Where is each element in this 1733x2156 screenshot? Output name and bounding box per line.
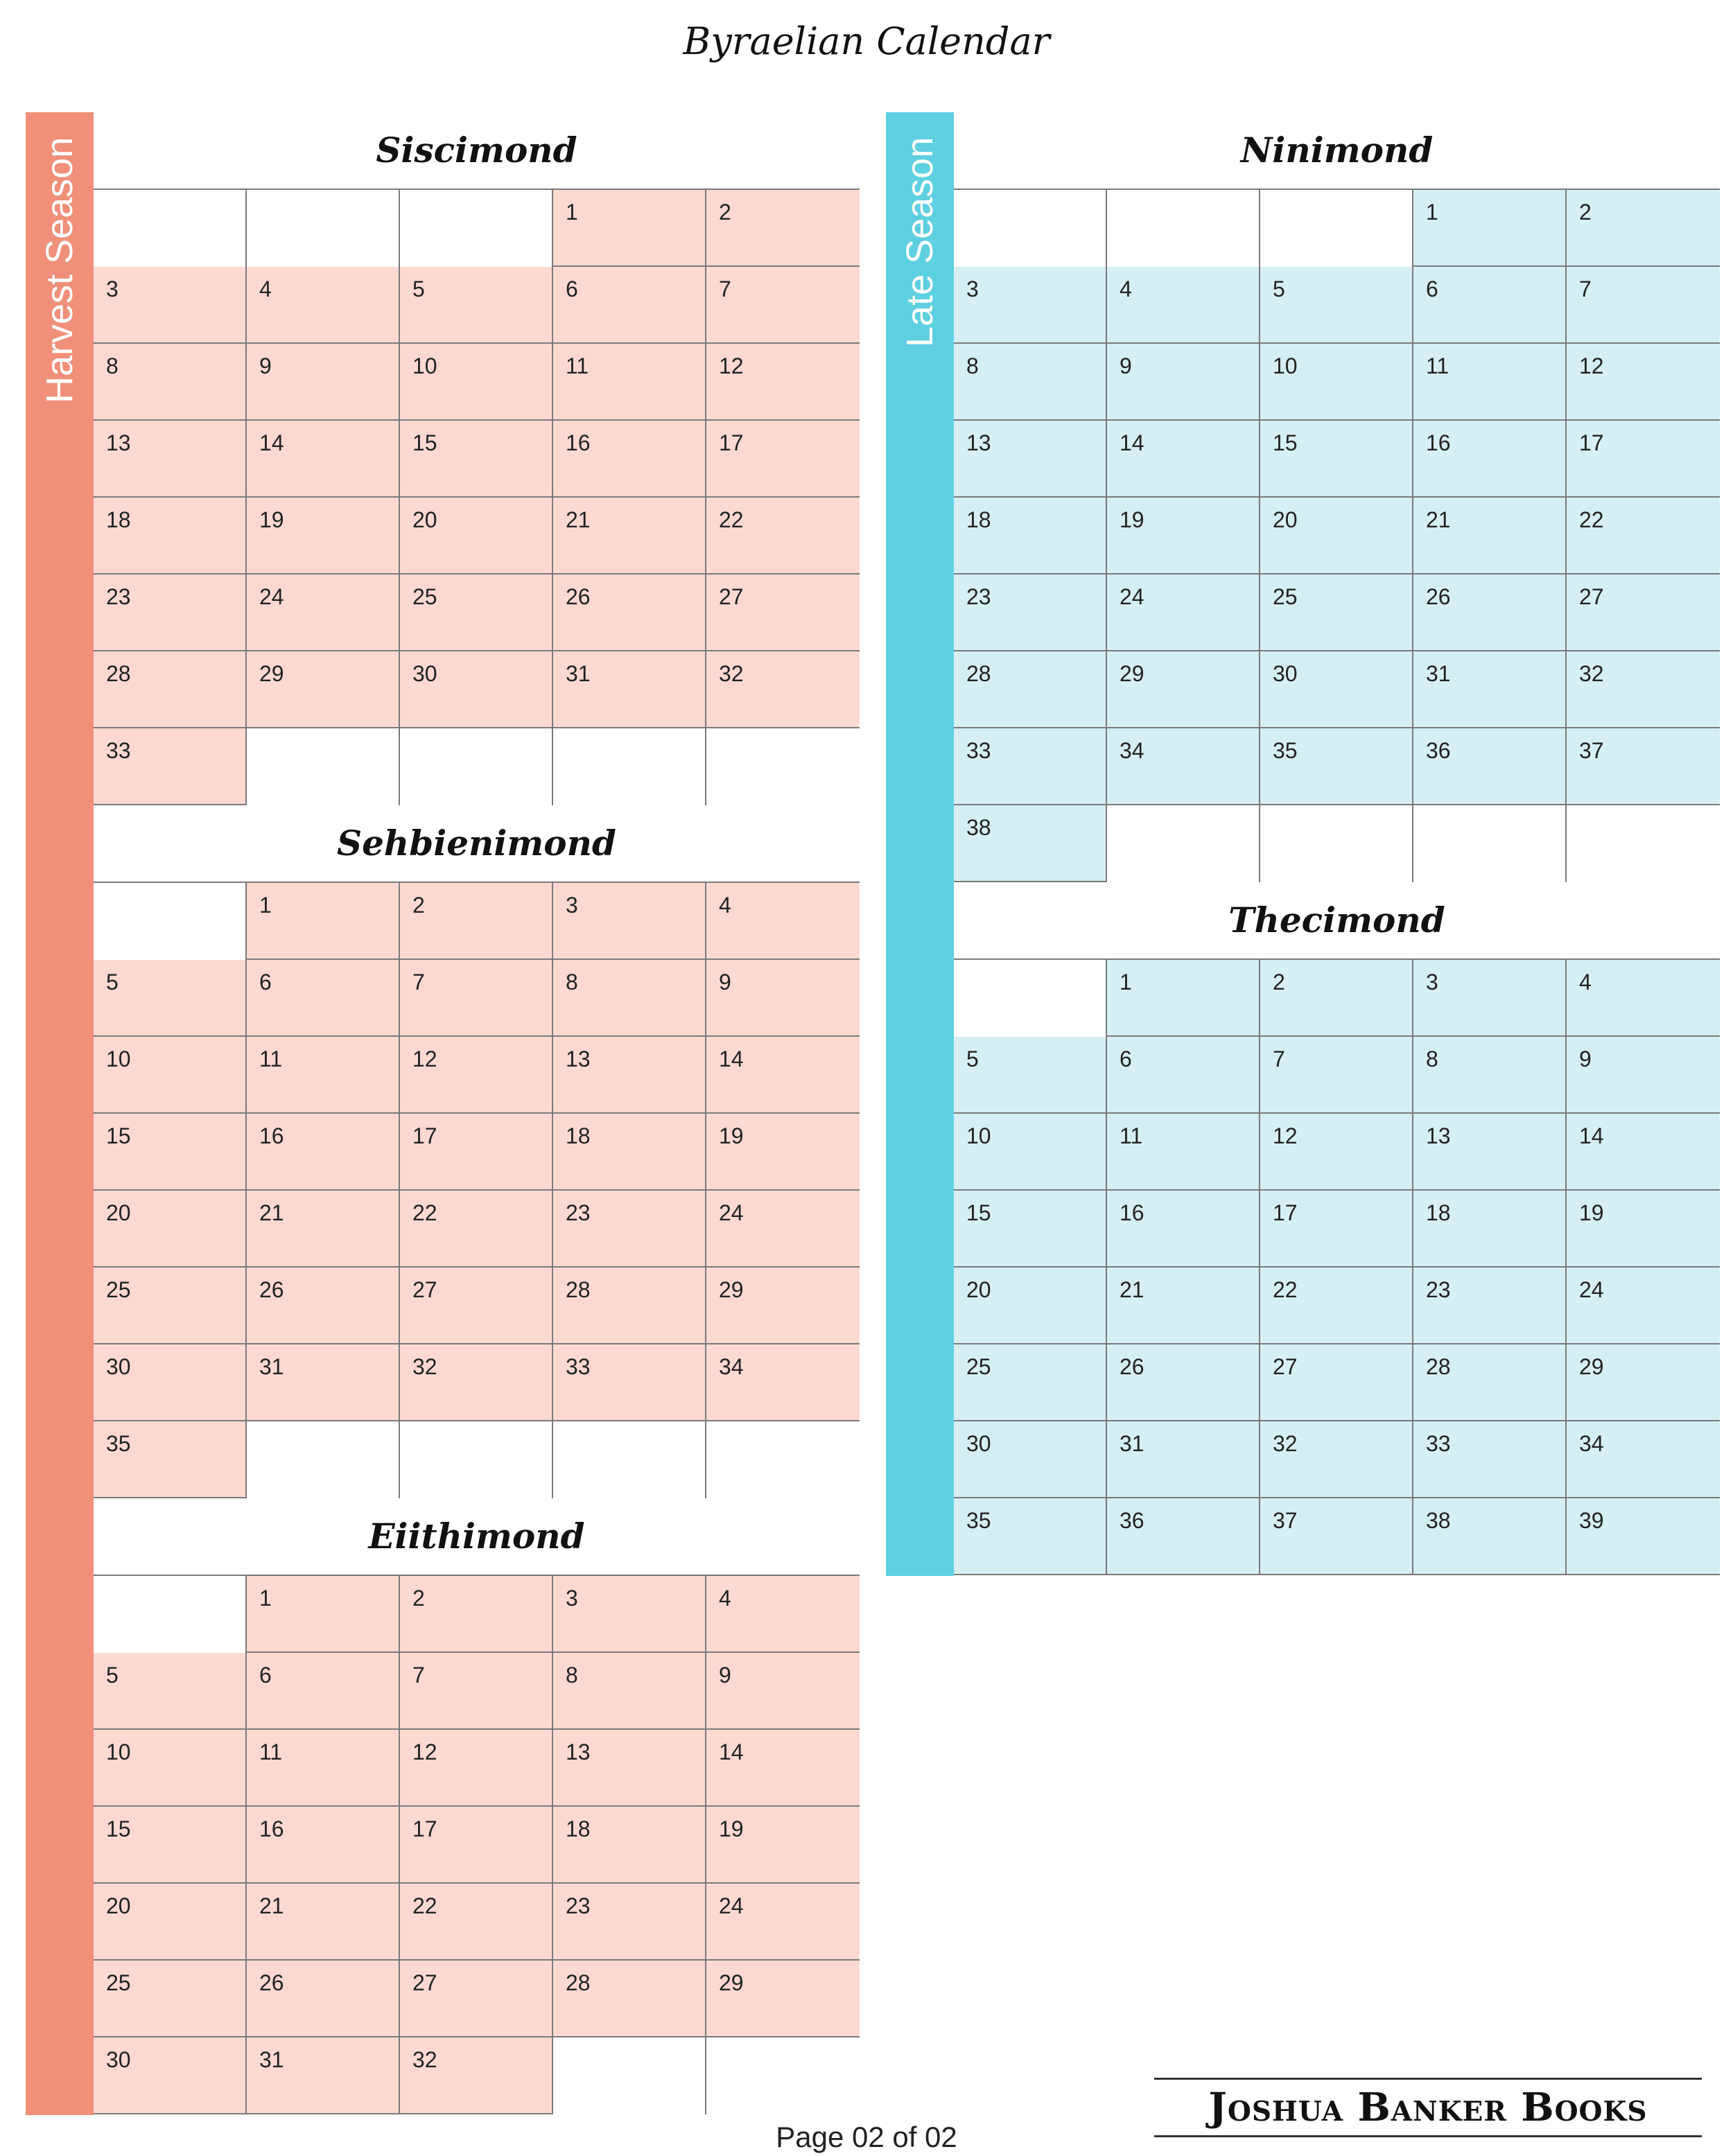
day-cell[interactable]: 26 — [247, 1268, 400, 1344]
day-cell[interactable]: 10 — [94, 1037, 247, 1114]
day-cell[interactable]: 21 — [247, 1191, 400, 1268]
day-cell[interactable]: 8 — [553, 960, 706, 1037]
day-cell[interactable]: 34 — [706, 1344, 860, 1421]
day-cell[interactable]: 39 — [1567, 1498, 1720, 1575]
empty-cell — [1107, 190, 1260, 267]
harvest-season-label: Harvest Season — [39, 137, 80, 403]
day-cell[interactable]: 32 — [1567, 651, 1720, 728]
day-cell[interactable]: 28 — [94, 651, 247, 728]
day-cell[interactable]: 14 — [706, 1730, 860, 1807]
day-cell[interactable]: 11 — [247, 1730, 400, 1807]
day-cell[interactable]: 34 — [1567, 1421, 1720, 1498]
empty-cell — [1107, 805, 1260, 882]
day-cell[interactable]: 15 — [1260, 421, 1413, 498]
day-cell[interactable]: 2 — [1260, 960, 1413, 1037]
empty-cell — [1413, 805, 1567, 882]
day-cell[interactable]: 24 — [1567, 1268, 1720, 1344]
day-cell[interactable]: 35 — [94, 1421, 247, 1498]
day-cell[interactable]: 14 — [706, 1037, 860, 1114]
day-cell[interactable]: 16 — [553, 421, 706, 498]
late-season-bar — [886, 112, 954, 1576]
empty-cell — [247, 1421, 400, 1498]
day-cell[interactable]: 20 — [954, 1268, 1107, 1344]
day-cell[interactable]: 9 — [706, 960, 860, 1037]
day-cell[interactable]: 31 — [1413, 651, 1567, 728]
day-cell[interactable]: 6 — [1107, 1037, 1260, 1114]
empty-cell — [1567, 805, 1720, 882]
day-cell[interactable]: 1 — [247, 1576, 400, 1653]
day-cell[interactable]: 2 — [400, 1576, 553, 1653]
day-cell[interactable]: 21 — [1107, 1268, 1260, 1344]
day-cell[interactable]: 30 — [94, 1344, 247, 1421]
day-cell[interactable]: 3 — [954, 267, 1107, 344]
day-cell[interactable]: 1 — [1413, 190, 1567, 267]
day-cell[interactable]: 31 — [247, 2037, 400, 2114]
day-cell[interactable]: 21 — [247, 1884, 400, 1961]
month-title: Siscimond — [376, 130, 577, 170]
day-cell[interactable]: 24 — [706, 1884, 860, 1961]
day-cell[interactable]: 10 — [400, 344, 553, 421]
day-cell[interactable]: 25 — [94, 1268, 247, 1344]
day-cell[interactable]: 22 — [400, 1191, 553, 1268]
empty-cell — [706, 1421, 860, 1498]
day-cell[interactable]: 16 — [247, 1807, 400, 1884]
day-cell[interactable]: 31 — [1107, 1421, 1260, 1498]
day-cell[interactable]: 35 — [954, 1498, 1107, 1575]
harvest-season-bar — [26, 112, 94, 2115]
day-cell[interactable]: 33 — [1413, 1421, 1567, 1498]
empty-cell — [1260, 190, 1413, 267]
day-cell[interactable]: 14 — [1107, 421, 1260, 498]
day-cell[interactable]: 11 — [553, 344, 706, 421]
day-cell[interactable]: 27 — [400, 1268, 553, 1344]
empty-cell — [94, 190, 247, 267]
day-cell[interactable]: 31 — [553, 651, 706, 728]
day-cell[interactable]: 30 — [954, 1421, 1107, 1498]
day-cell[interactable]: 34 — [1107, 728, 1260, 805]
day-cell[interactable]: 1 — [553, 190, 706, 267]
page-number: Page 02 of 02 — [776, 2121, 957, 2153]
day-cell[interactable]: 7 — [400, 1653, 553, 1730]
day-cell[interactable]: 16 — [1107, 1191, 1260, 1268]
day-cell[interactable]: 32 — [1260, 1421, 1413, 1498]
day-cell[interactable]: 20 — [94, 1191, 247, 1268]
day-cell[interactable]: 15 — [954, 1191, 1107, 1268]
month-grid — [94, 882, 860, 1498]
day-cell[interactable]: 28 — [553, 1268, 706, 1344]
day-cell[interactable]: 30 — [94, 2037, 247, 2114]
day-cell[interactable]: 20 — [400, 498, 553, 575]
month-grid — [954, 189, 1720, 882]
day-cell[interactable]: 1 — [247, 883, 400, 960]
day-cell[interactable]: 20 — [1260, 498, 1413, 575]
day-cell[interactable]: 9 — [247, 344, 400, 421]
day-cell[interactable]: 25 — [954, 1344, 1107, 1421]
day-cell[interactable]: 27 — [1260, 1344, 1413, 1421]
day-cell[interactable]: 18 — [553, 1114, 706, 1191]
day-cell[interactable]: 27 — [706, 575, 860, 651]
day-cell[interactable]: 19 — [1567, 1191, 1720, 1268]
day-cell[interactable]: 24 — [706, 1191, 860, 1268]
empty-cell — [706, 728, 860, 805]
empty-cell — [400, 190, 553, 267]
day-cell[interactable]: 38 — [954, 805, 1107, 882]
day-cell[interactable]: 12 — [1567, 344, 1720, 421]
day-cell[interactable]: 32 — [706, 651, 860, 728]
day-cell[interactable]: 32 — [400, 2037, 553, 2114]
day-cell[interactable]: 26 — [247, 1961, 400, 2037]
empty-cell — [553, 1421, 706, 1498]
day-cell[interactable]: 8 — [1413, 1037, 1567, 1114]
day-cell[interactable]: 4 — [706, 1576, 860, 1653]
day-cell[interactable]: 23 — [553, 1884, 706, 1961]
day-cell[interactable]: 38 — [1413, 1498, 1567, 1575]
day-cell[interactable]: 11 — [1107, 1114, 1260, 1191]
day-cell[interactable]: 17 — [1567, 421, 1720, 498]
day-cell[interactable]: 11 — [1413, 344, 1567, 421]
day-cell[interactable]: 12 — [706, 344, 860, 421]
day-cell[interactable]: 29 — [706, 1961, 860, 2037]
day-cell[interactable]: 28 — [1413, 1344, 1567, 1421]
day-cell[interactable]: 26 — [1413, 575, 1567, 651]
publisher-logo: Joshua Banker Books — [1154, 2078, 1702, 2137]
day-cell[interactable]: 4 — [1107, 267, 1260, 344]
day-cell[interactable]: 7 — [400, 960, 553, 1037]
day-cell[interactable]: 27 — [1567, 575, 1720, 651]
empty-cell — [954, 190, 1107, 267]
day-cell[interactable]: 2 — [706, 190, 860, 267]
day-cell[interactable]: 9 — [706, 1653, 860, 1730]
day-cell[interactable]: 6 — [247, 960, 400, 1037]
day-cell[interactable]: 26 — [553, 575, 706, 651]
day-cell[interactable]: 28 — [954, 651, 1107, 728]
day-cell[interactable]: 24 — [247, 575, 400, 651]
month-title: Sehbienimond — [337, 823, 616, 864]
day-cell[interactable]: 15 — [400, 421, 553, 498]
day-cell[interactable]: 19 — [706, 1114, 860, 1191]
day-cell[interactable]: 33 — [553, 1344, 706, 1421]
day-cell[interactable]: 18 — [94, 498, 247, 575]
day-cell[interactable]: 23 — [553, 1191, 706, 1268]
empty-cell — [553, 728, 706, 805]
day-cell[interactable]: 14 — [247, 421, 400, 498]
day-cell[interactable]: 3 — [553, 1576, 706, 1653]
day-cell[interactable]: 21 — [1413, 498, 1567, 575]
day-cell[interactable]: 12 — [400, 1037, 553, 1114]
empty-cell — [400, 728, 553, 805]
day-cell[interactable]: 9 — [1567, 1037, 1720, 1114]
day-cell[interactable]: 15 — [94, 1807, 247, 1884]
day-cell[interactable]: 13 — [1413, 1114, 1567, 1191]
day-cell[interactable]: 5 — [94, 1653, 247, 1730]
day-cell[interactable]: 24 — [1107, 575, 1260, 651]
day-cell[interactable]: 19 — [1107, 498, 1260, 575]
month-title: Eiithimond — [368, 1516, 585, 1557]
day-cell[interactable]: 25 — [400, 575, 553, 651]
empty-cell — [94, 1576, 247, 1653]
day-cell[interactable]: 3 — [94, 267, 247, 344]
day-cell[interactable]: 21 — [553, 498, 706, 575]
day-cell[interactable]: 22 — [400, 1884, 553, 1961]
day-cell[interactable]: 32 — [400, 1344, 553, 1421]
day-cell[interactable]: 23 — [94, 575, 247, 651]
month-grid — [94, 189, 860, 805]
late-season-label: Late Season — [899, 137, 941, 347]
day-cell[interactable]: 5 — [94, 960, 247, 1037]
day-cell[interactable]: 29 — [1107, 651, 1260, 728]
day-cell[interactable]: 37 — [1567, 728, 1720, 805]
day-cell[interactable]: 18 — [553, 1807, 706, 1884]
day-cell[interactable]: 6 — [247, 1653, 400, 1730]
day-cell[interactable]: 17 — [706, 421, 860, 498]
day-cell[interactable]: 18 — [954, 498, 1107, 575]
day-cell[interactable]: 5 — [954, 1037, 1107, 1114]
day-cell[interactable]: 18 — [1413, 1191, 1567, 1268]
day-cell[interactable]: 9 — [1107, 344, 1260, 421]
day-cell[interactable]: 6 — [1413, 267, 1567, 344]
day-cell[interactable]: 29 — [706, 1268, 860, 1344]
day-cell[interactable]: 17 — [400, 1114, 553, 1191]
day-cell[interactable]: 29 — [247, 651, 400, 728]
day-cell[interactable]: 22 — [706, 498, 860, 575]
empty-cell — [706, 2037, 860, 2114]
day-cell[interactable]: 4 — [247, 267, 400, 344]
month-title: Ninimond — [1240, 130, 1434, 170]
empty-cell — [1260, 805, 1413, 882]
day-cell[interactable]: 5 — [400, 267, 553, 344]
month-grid — [954, 958, 1720, 1575]
day-cell[interactable]: 5 — [1260, 267, 1413, 344]
day-cell[interactable]: 36 — [1413, 728, 1567, 805]
day-cell[interactable]: 10 — [954, 1114, 1107, 1191]
month-title: Thecimond — [1228, 900, 1445, 940]
day-cell[interactable]: 29 — [1567, 1344, 1720, 1421]
day-cell[interactable]: 3 — [1413, 960, 1567, 1037]
day-cell[interactable]: 30 — [400, 651, 553, 728]
day-cell[interactable]: 19 — [706, 1807, 860, 1884]
day-cell[interactable]: 15 — [94, 1114, 247, 1191]
day-cell[interactable]: 7 — [1260, 1037, 1413, 1114]
day-cell[interactable]: 26 — [1107, 1344, 1260, 1421]
day-cell[interactable]: 17 — [400, 1807, 553, 1884]
day-cell[interactable]: 2 — [1567, 190, 1720, 267]
day-cell[interactable]: 4 — [1567, 960, 1720, 1037]
day-cell[interactable]: 33 — [954, 728, 1107, 805]
day-cell[interactable]: 22 — [1260, 1268, 1413, 1344]
day-cell[interactable]: 8 — [94, 344, 247, 421]
day-cell[interactable]: 2 — [400, 883, 553, 960]
day-cell[interactable]: 6 — [553, 267, 706, 344]
day-cell[interactable]: 37 — [1260, 1498, 1413, 1575]
day-cell[interactable]: 17 — [1260, 1191, 1413, 1268]
empty-cell — [400, 1421, 553, 1498]
day-cell[interactable]: 14 — [1567, 1114, 1720, 1191]
day-cell[interactable]: 16 — [1413, 421, 1567, 498]
day-cell[interactable]: 36 — [1107, 1498, 1260, 1575]
day-cell[interactable]: 23 — [954, 575, 1107, 651]
day-cell[interactable]: 19 — [247, 498, 400, 575]
day-cell[interactable]: 8 — [954, 344, 1107, 421]
day-cell[interactable]: 7 — [1567, 267, 1720, 344]
day-cell[interactable]: 8 — [553, 1653, 706, 1730]
day-cell[interactable]: 3 — [553, 883, 706, 960]
day-cell[interactable]: 25 — [1260, 575, 1413, 651]
month-grid — [94, 1575, 860, 2114]
day-cell[interactable]: 1 — [1107, 960, 1260, 1037]
day-cell[interactable]: 16 — [247, 1114, 400, 1191]
empty-cell — [247, 190, 400, 267]
day-cell[interactable]: 27 — [400, 1961, 553, 2037]
calendar-title: Byraelian Calendar — [683, 19, 1050, 63]
empty-cell — [553, 2037, 706, 2114]
day-cell[interactable]: 20 — [94, 1884, 247, 1961]
empty-cell — [247, 728, 400, 805]
day-cell[interactable]: 28 — [553, 1961, 706, 2037]
day-cell[interactable]: 11 — [247, 1037, 400, 1114]
day-cell[interactable]: 13 — [954, 421, 1107, 498]
day-cell[interactable]: 23 — [1413, 1268, 1567, 1344]
day-cell[interactable]: 35 — [1260, 728, 1413, 805]
day-cell[interactable]: 4 — [706, 883, 860, 960]
day-cell[interactable]: 13 — [94, 421, 247, 498]
day-cell[interactable]: 33 — [94, 728, 247, 805]
day-cell[interactable]: 22 — [1567, 498, 1720, 575]
empty-cell — [954, 960, 1107, 1037]
day-cell[interactable]: 13 — [553, 1037, 706, 1114]
empty-cell — [94, 883, 247, 960]
day-cell[interactable]: 7 — [706, 267, 860, 344]
day-cell[interactable]: 13 — [553, 1730, 706, 1807]
day-cell[interactable]: 12 — [1260, 1114, 1413, 1191]
day-cell[interactable]: 25 — [94, 1961, 247, 2037]
day-cell[interactable]: 31 — [247, 1344, 400, 1421]
day-cell[interactable]: 10 — [1260, 344, 1413, 421]
day-cell[interactable]: 12 — [400, 1730, 553, 1807]
day-cell[interactable]: 30 — [1260, 651, 1413, 728]
day-cell[interactable]: 10 — [94, 1730, 247, 1807]
